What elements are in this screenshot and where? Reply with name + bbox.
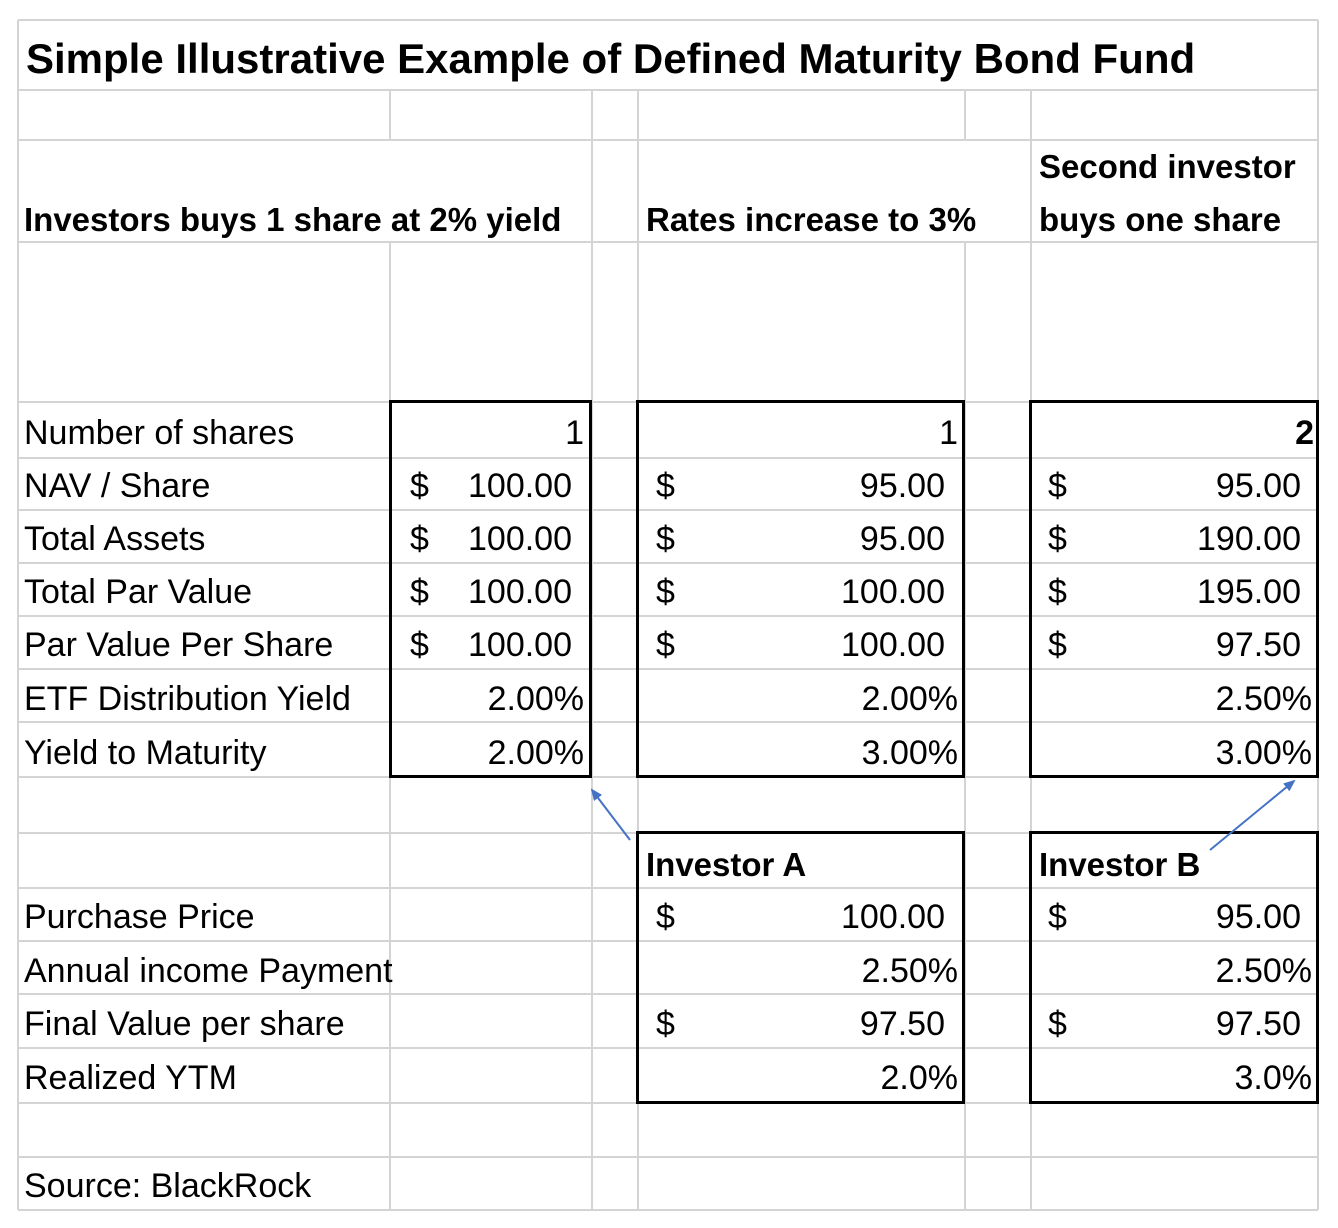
cell-c1-ytm: 2.00% (487, 734, 584, 772)
currency-c1-nav: $ (410, 467, 429, 505)
cell-c1-par-share: 100.00 (468, 626, 572, 664)
cell-c3-par-share: 97.50 (1215, 626, 1301, 664)
arrow-investor-b (1210, 781, 1294, 850)
cell-c2-assets: 95.00 (859, 520, 945, 558)
cell-a-ytm: 2.0% (880, 1059, 958, 1097)
header-second-investor-line2: buys one share (1039, 201, 1282, 238)
header-rates-increase: Rates increase to 3% (646, 201, 977, 238)
cell-c3-assets: 190.00 (1197, 520, 1301, 558)
row-label-annual-income: Annual income Payment (24, 952, 393, 990)
currency-c3-par-share: $ (1048, 626, 1067, 664)
cell-c2-par-share: 100.00 (841, 626, 945, 664)
currency-c3-par: $ (1048, 573, 1067, 611)
investor-b-header: Investor B (1039, 846, 1201, 883)
currency-c2-par-share: $ (656, 626, 675, 664)
currency-c2-assets: $ (656, 520, 675, 558)
row-label-yield-to-maturity: Yield to Maturity (24, 734, 267, 772)
cell-c3-par: 195.00 (1197, 573, 1301, 611)
row-label-final-value: Final Value per share (24, 1005, 345, 1043)
currency-b-purchase: $ (1048, 898, 1067, 936)
currency-c3-nav: $ (1048, 467, 1067, 505)
row-label-number-of-shares: Number of shares (24, 414, 295, 452)
cell-c1-nav: 100.00 (468, 467, 572, 505)
currency-a-purchase: $ (656, 898, 675, 936)
row-label-total-assets: Total Assets (24, 520, 206, 558)
row-label-nav-share: NAV / Share (24, 467, 211, 505)
arrow-investor-a (592, 790, 630, 840)
cell-c1-assets: 100.00 (468, 520, 572, 558)
currency-c2-nav: $ (656, 467, 675, 505)
investor-a-header: Investor A (646, 846, 807, 883)
cell-c2-par: 100.00 (841, 573, 945, 611)
cell-c2-shares: 1 (939, 414, 958, 452)
cell-b-final: 97.50 (1215, 1005, 1301, 1043)
row-label-realized-ytm: Realized YTM (24, 1059, 237, 1097)
cell-b-income: 2.50% (1215, 952, 1312, 990)
cell-c2-ytm: 3.00% (861, 734, 958, 772)
source-note: Source: BlackRock (24, 1167, 312, 1205)
currency-c3-assets: $ (1048, 520, 1067, 558)
page-title: Simple Illustrative Example of Defined Maturity Bond Fund (26, 35, 1196, 82)
cell-c1-shares: 1 (565, 414, 584, 452)
row-label-total-par-value: Total Par Value (24, 573, 253, 611)
cell-c2-nav: 95.00 (859, 467, 945, 505)
cell-a-final: 97.50 (859, 1005, 945, 1043)
cell-c1-par: 100.00 (468, 573, 572, 611)
row-label-etf-distribution-yield: ETF Distribution Yield (24, 680, 351, 718)
header-second-investor-line1: Second investor (1039, 148, 1296, 185)
currency-c1-par: $ (410, 573, 429, 611)
currency-a-final: $ (656, 1005, 675, 1043)
cell-c3-shares: 2 (1295, 414, 1314, 452)
cell-c1-etf-yield: 2.00% (487, 680, 584, 718)
currency-c1-assets: $ (410, 520, 429, 558)
currency-c1-par-share: $ (410, 626, 429, 664)
currency-c2-par: $ (656, 573, 675, 611)
row-label-purchase-price: Purchase Price (24, 898, 255, 936)
cell-a-purchase: 100.00 (841, 898, 945, 936)
cell-b-purchase: 95.00 (1215, 898, 1301, 936)
cell-b-ytm: 3.0% (1234, 1059, 1312, 1097)
cell-a-income: 2.50% (861, 952, 958, 990)
cell-c3-etf-yield: 2.50% (1215, 680, 1312, 718)
cell-c3-ytm: 3.00% (1215, 734, 1312, 772)
cell-c3-nav: 95.00 (1215, 467, 1301, 505)
currency-b-final: $ (1048, 1005, 1067, 1043)
cell-c2-etf-yield: 2.00% (861, 680, 958, 718)
header-initial: Investors buys 1 share at 2% yield (24, 201, 562, 238)
row-label-par-value-per-share: Par Value Per Share (24, 626, 334, 664)
